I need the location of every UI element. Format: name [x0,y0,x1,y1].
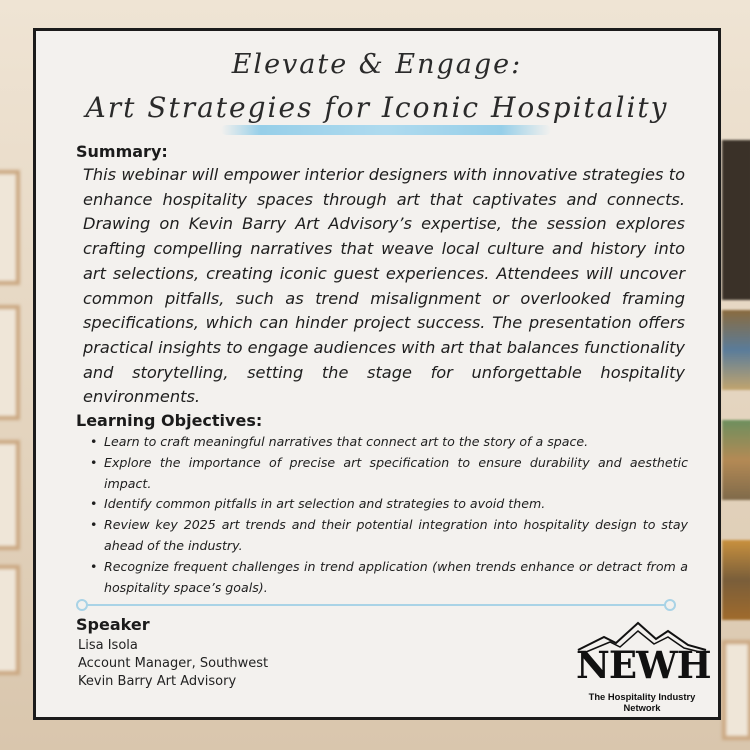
list-item: • Review key 2025 art trends and their potential integration into hospitality design to stay ahead of the industry. [104,515,688,557]
background-painting [722,420,750,500]
list-item: • Learn to craft meaningful narratives that connect art to the story of a space. [104,432,688,453]
list-item: • Identify common pitfalls in art selection and strategies to avoid them. [104,494,688,515]
logo-tagline: The Hospitality Industry Network [588,691,696,713]
background-frame [0,440,20,550]
objectives-heading: Learning Objectives: [76,411,263,430]
title-underline-brushstroke [221,125,551,135]
newh-logo [576,619,716,713]
title-line-1: Elevate & Engage: [231,49,523,80]
background-painting [722,140,750,300]
divider-line [82,604,670,606]
background-frame [0,170,20,285]
list-item: • Explore the importance of precise art specification to ensure durability and aesthetic impact. [104,453,688,495]
background-frame [0,305,20,420]
objectives-list [104,432,688,598]
speaker-heading: Speaker [76,615,150,634]
background-painting [722,310,750,390]
title-line-2: Art Strategies for Iconic Hospitality [85,91,669,124]
background-frame [0,565,20,675]
speaker-company: Kevin Barry Art Advisory [78,674,237,689]
speaker-role: Account Manager, Southwest [78,656,269,671]
webinar-card [33,28,721,720]
logo-wordmark: NEWH [576,643,711,687]
divider-dot [76,599,88,611]
divider-dot [664,599,676,611]
summary-text: This webinar will empower interior designers with innovative strategies to enhance hospitality spaces through art that captivates and connects. Drawing on Kevin Barry Art Advisory’s expertise, the session explores crafting compelling narratives that weave local culture and history into art selections, creating iconic guest experiences. Attendees will uncover common pitfalls, such as trend misalignment or overlooked framing specifications, which can hinder project success. The presentation offers practical insights to engage audiences with art that balances functionality and storytelling, setting the stage for unforgettable hospitality environments. [83,165,685,407]
section-divider [76,599,676,611]
list-item: • Recognize frequent challenges in trend application (when trends enhance or detract from a hospitality space’s goals). [104,557,688,599]
background-frame [722,640,750,740]
speaker-name: Lisa Isola [78,638,138,653]
summary-heading: Summary: [76,142,168,161]
background-painting [722,540,750,620]
